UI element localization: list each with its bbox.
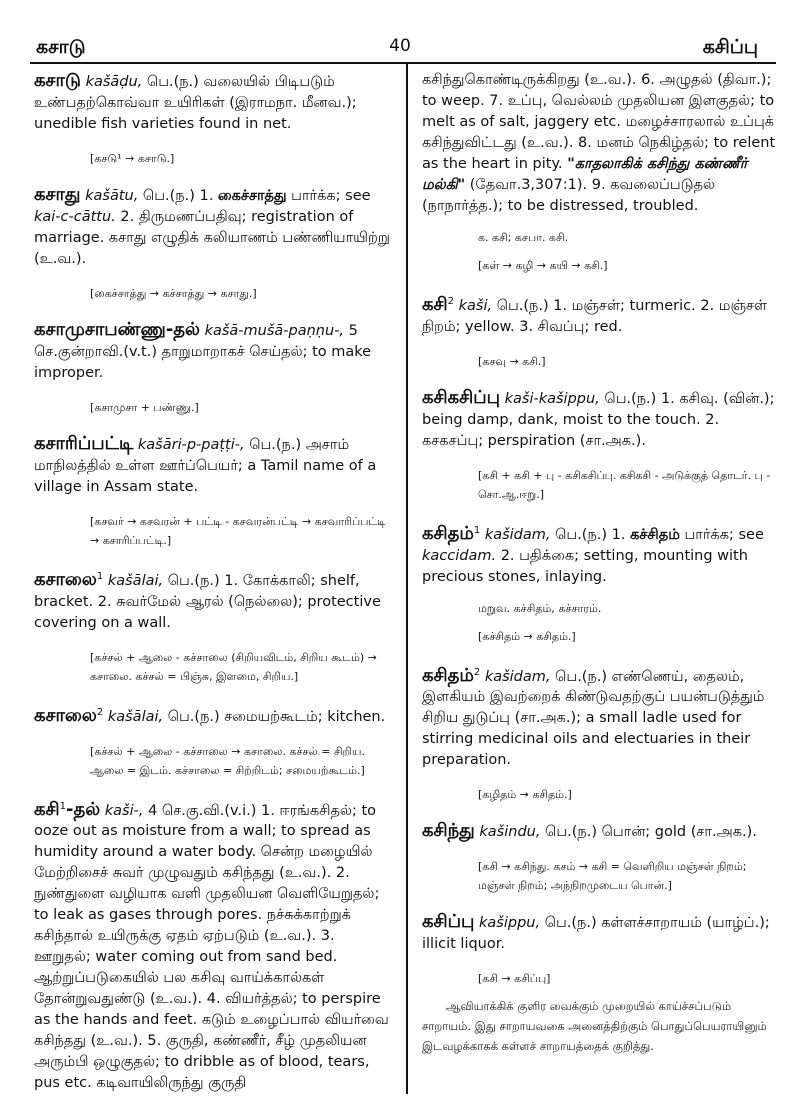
homograph-number: 1 — [96, 571, 104, 582]
entry-kasalai-1 — [34, 566, 392, 634]
cognates: க. கசி; கசபா. கசி. — [478, 231, 569, 244]
part-of-speech: பெ.(ந.) — [163, 572, 225, 589]
definition: 2. திருமணப்பதிவு; registration of marriage. கசாது எழுதிக் கலியாணம் பண்ணியாயிற்று (உ.வ.). — [34, 209, 391, 267]
definition: பொன்; gold (சா.அக.). — [601, 824, 757, 841]
headword: கசிகசிப்பு — [422, 386, 501, 408]
definition: சமையற்கூடம்; kitchen. — [224, 708, 386, 725]
etymology: [கசி → கசிப்பு] — [478, 972, 551, 986]
headword: கசாது — [34, 184, 81, 205]
entry-kasindu — [422, 820, 782, 843]
page-number: 40 — [389, 36, 411, 56]
transliteration: kaši-, — [104, 802, 144, 819]
entry-kasippu — [422, 911, 782, 955]
transliteration: kašālai, — [107, 572, 164, 589]
quotation: "காதலாகிக் கசிந்து கண்ணீர் மல்கி" — [422, 156, 748, 193]
homograph-number: 2 — [447, 296, 454, 307]
left-guide-word: கசாடு — [36, 36, 86, 58]
definition: 1. மஞ்சள்; turmeric. 2. மஞ்சள் நிறம்; yellow. 3. சிவப்பு; red. — [422, 297, 768, 335]
headword: கசாலை — [34, 568, 97, 590]
entry-kasi-2 — [422, 291, 782, 338]
definition: எண்ணெய், தைலம், இளகியம் இவற்றைக் கிண்டுவதற்குப் பயன்படுத்தும் சிறிய துடுப்பு (சா.அக.); a small ladle used for stirring medicinal oils and electuaries in their preparation. — [422, 668, 765, 769]
entry-kasi-1 — [34, 796, 392, 1095]
part-of-speech: பெ.(ந.) — [540, 824, 602, 841]
cross-ref-word: கைச்சாத்து — [217, 188, 287, 204]
etymology: [கசி → கசிந்து. கசம் → கசி = வெளிறிய மஞ்சள் நிறம்; மஞ்சள் நிறம்; அந்நிறமுடைய பொன்.] — [478, 860, 747, 893]
part-of-speech: பெ.(ந.) — [244, 437, 306, 453]
entry-kasatu — [34, 184, 392, 270]
transliteration: kašāri-p-paṭṭi-, — [137, 437, 245, 453]
right-guide-word: கசிப்பு — [702, 36, 758, 58]
definition: வலையில் பிடிபடும் உண்பதற்கொவ்வா உயிரிகள் (இராமநா. மீனவ.); unedible fish varieties found in net. — [34, 74, 357, 132]
transliteration: kašippu, — [479, 915, 541, 932]
etymology: [கச்சல் + ஆலை - கச்சாலை → கசாலை. கச்சல் = சிறிய. ஆலை = இடம். கச்சாலை = சிற்றிடம்; சமையற்கூடம்.] — [90, 744, 365, 777]
etymology: [கசவு → கசி.] — [478, 354, 546, 368]
headword: கசாடு — [34, 70, 81, 91]
citation: (தேவா.3,307:1). — [465, 177, 592, 193]
headword: கசாலை — [34, 704, 97, 726]
cross-ref-word: கச்சிதம் — [630, 526, 680, 543]
transliteration: kašidam, — [484, 526, 551, 543]
part-of-speech: பெ.(ந.) — [138, 188, 200, 204]
headword: கசி — [34, 798, 60, 820]
entry-kasalai-2 — [34, 702, 392, 728]
headword: கசிதம் — [422, 522, 474, 544]
homograph-number: 2 — [473, 666, 481, 678]
definition: பார்க்க; see — [286, 188, 371, 204]
column-divider — [406, 64, 408, 1094]
left-column — [34, 70, 392, 1108]
cross-ref-translit: kaccidam. — [422, 547, 497, 564]
etymology: [கசி + கசி + பு - கசிகசிப்பு. கசிகசி - அடுக்குத் தொடர். பு - சொ.ஆ.ஈறு.] — [478, 468, 771, 501]
etymology: [கழிதம் → கசிதம்.] — [478, 788, 572, 802]
transliteration: kašidam, — [484, 668, 551, 685]
transliteration: kaši-kašippu, — [504, 390, 600, 407]
definition: கசிந்துகொண்டிருக்கிறது (உ.வ.). 6. அழுதல் (திவா.); to weep. 7. உப்பு, வெல்லம் முதலியன இளகுதல்; to melt as of salt, jaggery etc. மழைச்சாரலால் உப்புக் கசிந்துவிட்டது (உ.வ.). 8. மனம் நெகிழ்தல்; to relent as the heart in pity. — [422, 72, 776, 172]
definition: கள்ளச்சாறாயம் (யாழ்ப்.); illicit liquor. — [422, 915, 770, 953]
etymology: [கச்சல் + ஆலை - கச்சாலை (சிறியவிடம், சிறிய கூடம்) → கசாலை. கச்சல் = பிஞ்சு, இளமை, சிறிய.] — [90, 650, 377, 683]
sense-number: 1. — [611, 526, 631, 543]
transliteration: kašāḍu, — [85, 74, 143, 90]
homograph-number: 1 — [473, 524, 481, 536]
transliteration: kašātu, — [85, 188, 139, 204]
right-column — [422, 70, 782, 1056]
definition: 9. கவலைப்படுதல் (நாநார்த்த.); to be distressed, troubled. — [422, 177, 716, 214]
entry-kasidam-2 — [422, 662, 782, 772]
etymology: [கச்சிதம் → கசிதம்.] — [478, 629, 576, 643]
headword: கசாரிப்பட்டி — [34, 433, 134, 454]
definition: 2. பதிக்கை; setting, mounting with precious stones, inlaying. — [422, 547, 748, 585]
transliteration: kašindu, — [479, 824, 541, 841]
sense-number: 1. — [199, 188, 218, 204]
etymology: [கள் → கழி → கயி → கசி.] — [478, 259, 608, 272]
etymology: [கசவர் → கசவரன் + பட்டி - கசவரன்பட்டி → கசவாரிப்பட்டி → கசாரிப்பட்டி.] — [90, 515, 386, 547]
transliteration: kašā-mušā-paṇṇu-, — [204, 323, 345, 339]
transliteration: kaši, — [458, 297, 493, 314]
part-of-speech: பெ.(ந.) — [550, 526, 612, 543]
homograph-number: 1 — [59, 800, 66, 812]
part-of-speech: பெ.(ந.) — [599, 390, 661, 407]
entry-kasarippatti — [34, 433, 392, 498]
part-of-speech: பெ.(ந.) — [163, 708, 225, 725]
transliteration: kašālai, — [107, 708, 164, 725]
part-of-speech: பெ.(ந.) — [142, 74, 204, 90]
entry-kasi-1-continued — [422, 70, 782, 217]
usage-note: ஆவியாக்கிக் குளிர வைக்கும் முறையில் காய்ச்சப்படும் சாறாயம். இது சாறாயவகை அனைத்திற்கும் பொதுப்பெயராயினும் இடவழக்காகக் கள்ளச் சாறாயத்தைக் குறித்து. — [422, 999, 767, 1054]
definition: அசாம் மாநிலத்தில் உள்ள ஊர்ப்பெயர்; a Tamil name of a village in Assam state. — [34, 437, 377, 495]
headword: கசிதம் — [422, 664, 474, 686]
entry-kasadu — [34, 70, 392, 135]
definition: பார்க்க; see — [679, 526, 764, 543]
etymology: [கசாமுசா + பண்ணு.] — [90, 401, 199, 414]
definition: 5 செ.குன்றாவி.(v.t.) தாறுமாறாகச் செய்தல்; to make improper. — [34, 323, 372, 381]
entry-kasidam-1 — [422, 520, 782, 588]
part-of-speech: பெ.(ந.) — [550, 668, 612, 685]
headword: கசாமுசாபண்ணு — [34, 319, 166, 340]
page-header — [0, 0, 800, 62]
homograph-number: 2 — [96, 706, 104, 718]
entry-kasamusa — [34, 319, 392, 384]
header-rule — [30, 62, 776, 64]
etymology: [கைச்சாத்து → கச்சாத்து → கசாது.] — [90, 287, 257, 300]
headword: கசி — [422, 293, 448, 315]
part-of-speech: பெ.(ந.) — [540, 915, 602, 932]
headword: கசிப்பு — [422, 911, 475, 933]
headword: கசிந்து — [422, 820, 475, 842]
definition: 4 செ.கு.வி.(v.i.) 1. ஈரங்கசிதல்; to ooze out as moisture from a wall; to spread as humidity around a water body. சென்ற மழையில் மேற்றிசைச் சுவர் முழுவதும் கசிந்தது (உ.வ.). 2. நுண்துளை வழியாக வளி முதலியன வெளியேறுதல்; to leak as gases through pores. நச்சுக்காற்றுக் கசிந்தால் உயிருக்கு ஏதம் ஏற்படும் (உ.வ.). 3. ஊறுதல்; water coming out from sand bed. ஆற்றுப்படுகையில் பல கசிவு வாய்க்கால்கள் தோன்றுவதுண்டு (உ.வ.). 4. வியர்த்தல்; to perspire as the hands and feet. கடும் உழைப்பால் வியர்வை கசிந்தது (உ.வ.). 5. குருதி, கண்ணீர், சீழ் முதலியன அரும்பி ஒழுகுதல்; to dribble as of blood, tears, pus etc. கடிவாயிலிருந்து குருதி — [34, 802, 389, 1092]
definition: 1. கசிவு. (வின்.); being damp, dank, moist to the touch. 2. கசகசப்பு; perspiration (சா.அக.). — [422, 390, 775, 449]
headword-suffix: -தல் — [66, 798, 101, 820]
etymology: [கசடு¹ → கசாடு.] — [90, 152, 175, 165]
synonyms: மறுவ. கச்சிதம், கச்சாரம். — [478, 601, 602, 615]
entry-kasikasippu — [422, 387, 782, 452]
cross-ref-translit: kai-c-cāttu. — [34, 209, 116, 225]
definition: 1. கோக்காலி; shelf, bracket. 2. சுவர்மேல் ஆரல் (நெல்லை); protective covering on a wall. — [34, 572, 381, 631]
part-of-speech: பெ.(ந.) — [492, 297, 554, 314]
headword-suffix: -தல் — [165, 319, 200, 340]
